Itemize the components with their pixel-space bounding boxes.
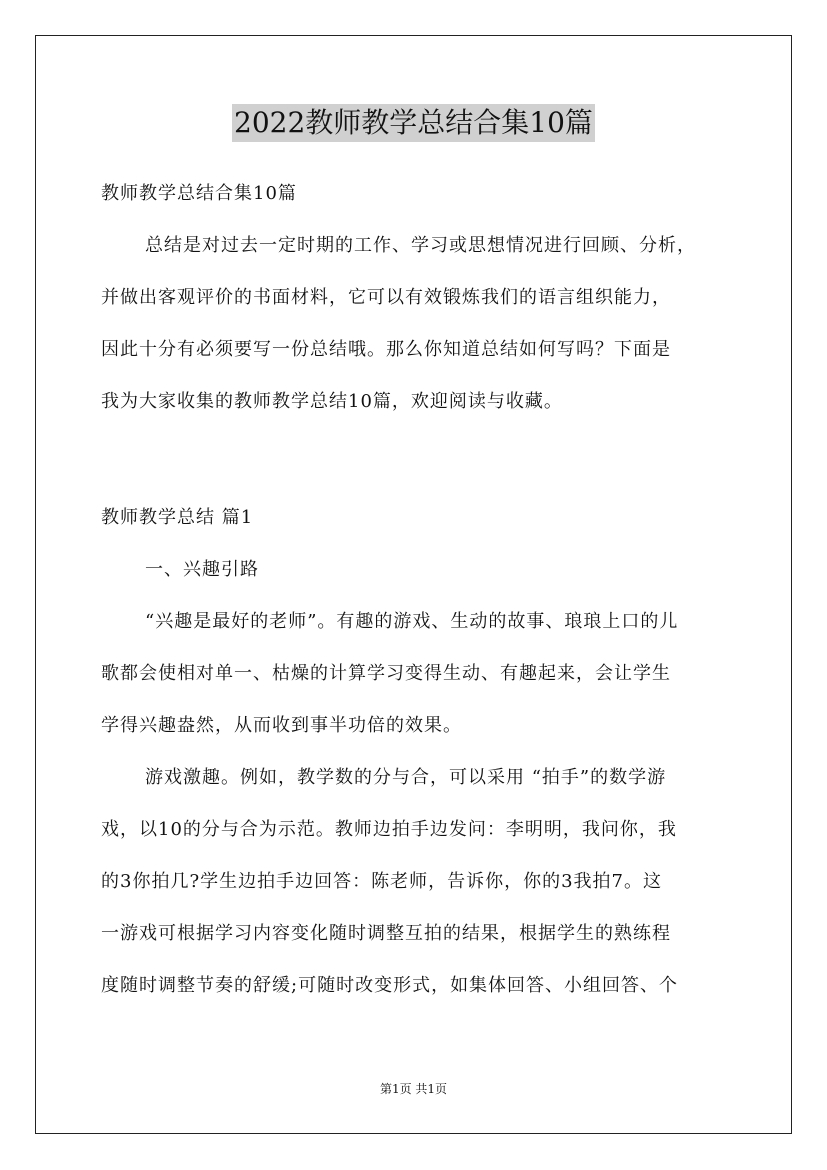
intro-line: 我为大家收集的教师教学总结10篇，欢迎阅读与收藏。 [101,391,563,412]
document-body [101,177,733,1021]
document-subtitle: 教师教学总结合集10篇 [101,183,297,204]
paragraph-line: 游戏激趣。例如，教学数的分与合，可以采用 “拍手”的数学游 [145,767,667,788]
page-footer: 第1页 共1页 [379,1082,448,1096]
paragraph-line: 戏，以10的分与合为示范。教师边拍手边发问：李明明，我问你，我 [101,819,677,840]
paragraph-line: 度随时调整节奏的舒缓;可随时改变形式，如集体回答、小组回答、个 [101,975,679,996]
paragraph-line: 一游戏可根据学习内容变化随时调整互拍的结果，根据学生的熟练程 [101,923,671,944]
document-title: 2022教师教学总结合集10篇 [232,104,595,142]
paragraph-line: 学得兴趣盎然，从而收到事半功倍的效果。 [101,715,462,736]
intro-line: 并做出客观评价的书面材料，它可以有效锻炼我们的语言组织能力， [101,287,671,308]
intro-line: 总结是对过去一定时期的工作、学习或思想情况进行回顾、分析， [145,235,696,256]
paragraph-line: 的3你拍几?学生边拍手边回答：陈老师，告诉你，你的3我拍7。这 [101,871,663,892]
intro-line: 因此十分有必须要写一份总结哦。那么你知道总结如何写吗？下面是 [101,339,671,360]
paragraph-line: “兴趣是最好的老师”。有趣的游戏、生动的故事、琅琅上口的儿 [145,611,679,632]
sub-heading: 一、兴趣引路 [145,559,259,580]
paragraph-line: 歌都会使相对单一、枯燥的计算学习变得生动、有趣起来，会让学生 [101,663,671,684]
spacer [101,437,733,501]
section-heading: 教师教学总结 篇1 [101,507,254,528]
title-area [0,104,827,142]
